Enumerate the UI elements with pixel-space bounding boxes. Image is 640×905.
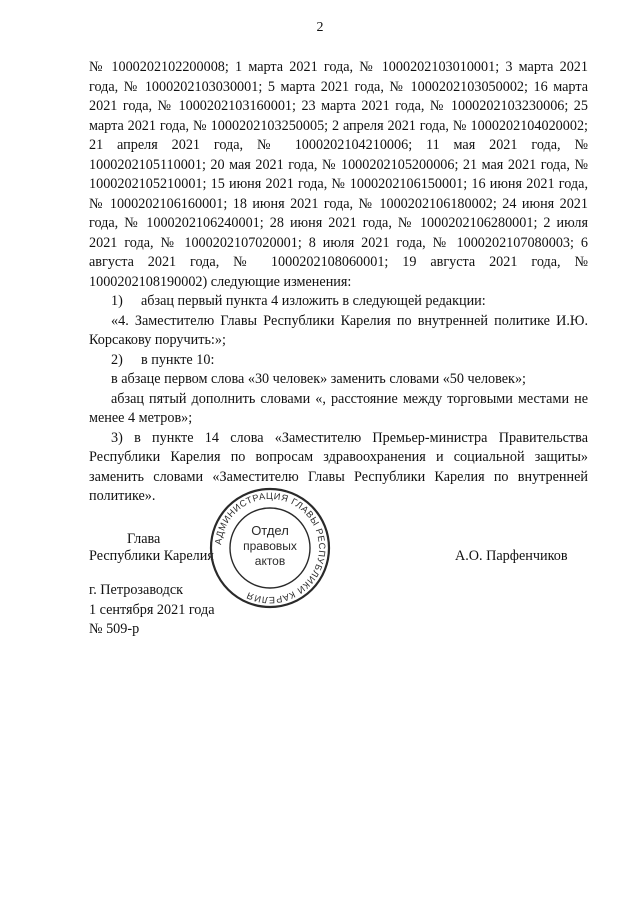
- list-item-1-text: абзац первый пункта 4 изложить в следующей редакции:: [141, 293, 486, 309]
- page-number: 2: [316, 20, 324, 35]
- list-item-2-subparagraph-b: абзац пятый дополнить словами «, расстояние между торговыми местами не менее 4 метров»;: [89, 390, 588, 426]
- paragraph-amendment-list: № 1000202102200008; 1 марта 2021 года, № 1000202103010001; 3 марта 2021 года, № 1000202103030001; 5 марта 2021 года, № 1000202103050002; 16 марта 2021 года, № 1000202103160001; 23 марта 2021 года, № 1000202103230006; 25 марта 2021 года, № 1000202103250005; 2 апреля 2021 года, № 1000202104020002; 21 апреля 2021 года, № 1000202104210006; 11 мая 2021 года, № 1000202105110001; 20 мая 2021 года, № 1000202105200006; 21 мая 2021 года, № 1000202105210001; 15 июня 2021 года, № 1000202106150001; 16 июня 2021 года, № 1000202106160001; 18 июня 2021 года, № 1000202106180002; 24 июня 2021 года, № 1000202106240001; 28 июня 2021 года, № 1000202106280001; 2 июля 2021 года, № 1000202107020001; 8 июля 2021 года, № 1000202107080003; 6 августа 2021 года, № 1000202108060001; 19 августа 2021 года, № 1000202108190002) следующие изменения:: [89, 59, 588, 290]
- list-item-2-subparagraph-a: в абзаце первом слова «30 человек» заменить словами «50 человек»;: [111, 371, 526, 387]
- issue-date: 1 сентября 2021 года: [89, 601, 215, 618]
- list-item-3: 3) в пункте 14 слова «Заместителю Премьер-министра Правительства Республики Карелия по вопросам здравоохранения и социальной защиты» заменить словами «Заместителю Главы Республики Карелия по внутренней политике».: [89, 429, 588, 504]
- stamp-ring-text: АДМИНИСТРАЦИЯ ГЛАВЫ РЕСПУБЛИКИ КАРЕЛИЯ: [213, 490, 328, 606]
- signatory-position-line-2: Республики Карелия: [89, 548, 214, 564]
- quoted-new-wording: «4. Заместителю Главы Республики Карелия по внутренней политике И.Ю. Корсакову поручить:»;: [89, 312, 588, 348]
- document-footer: [89, 581, 215, 640]
- stamp-text-line-2: правовых: [243, 539, 297, 553]
- list-item-2-number: 2): [111, 351, 123, 368]
- signatory-position-line-1: Глава: [127, 531, 161, 547]
- official-stamp-icon: [208, 486, 332, 610]
- signatory-name: А.О. Парфенчиков: [455, 548, 568, 564]
- stamp-text-line-1: Отдел: [251, 523, 289, 538]
- document-body: [89, 58, 588, 507]
- list-item-2-text: в пункте 10:: [141, 351, 215, 368]
- document-number: № 509-р: [89, 621, 140, 637]
- list-item-1: [89, 292, 588, 312]
- issue-city: г. Петрозаводск: [89, 582, 184, 598]
- list-item-2: [89, 351, 588, 371]
- list-item-1-number: 1): [111, 293, 123, 309]
- stamp-text-line-3: актов: [254, 554, 286, 568]
